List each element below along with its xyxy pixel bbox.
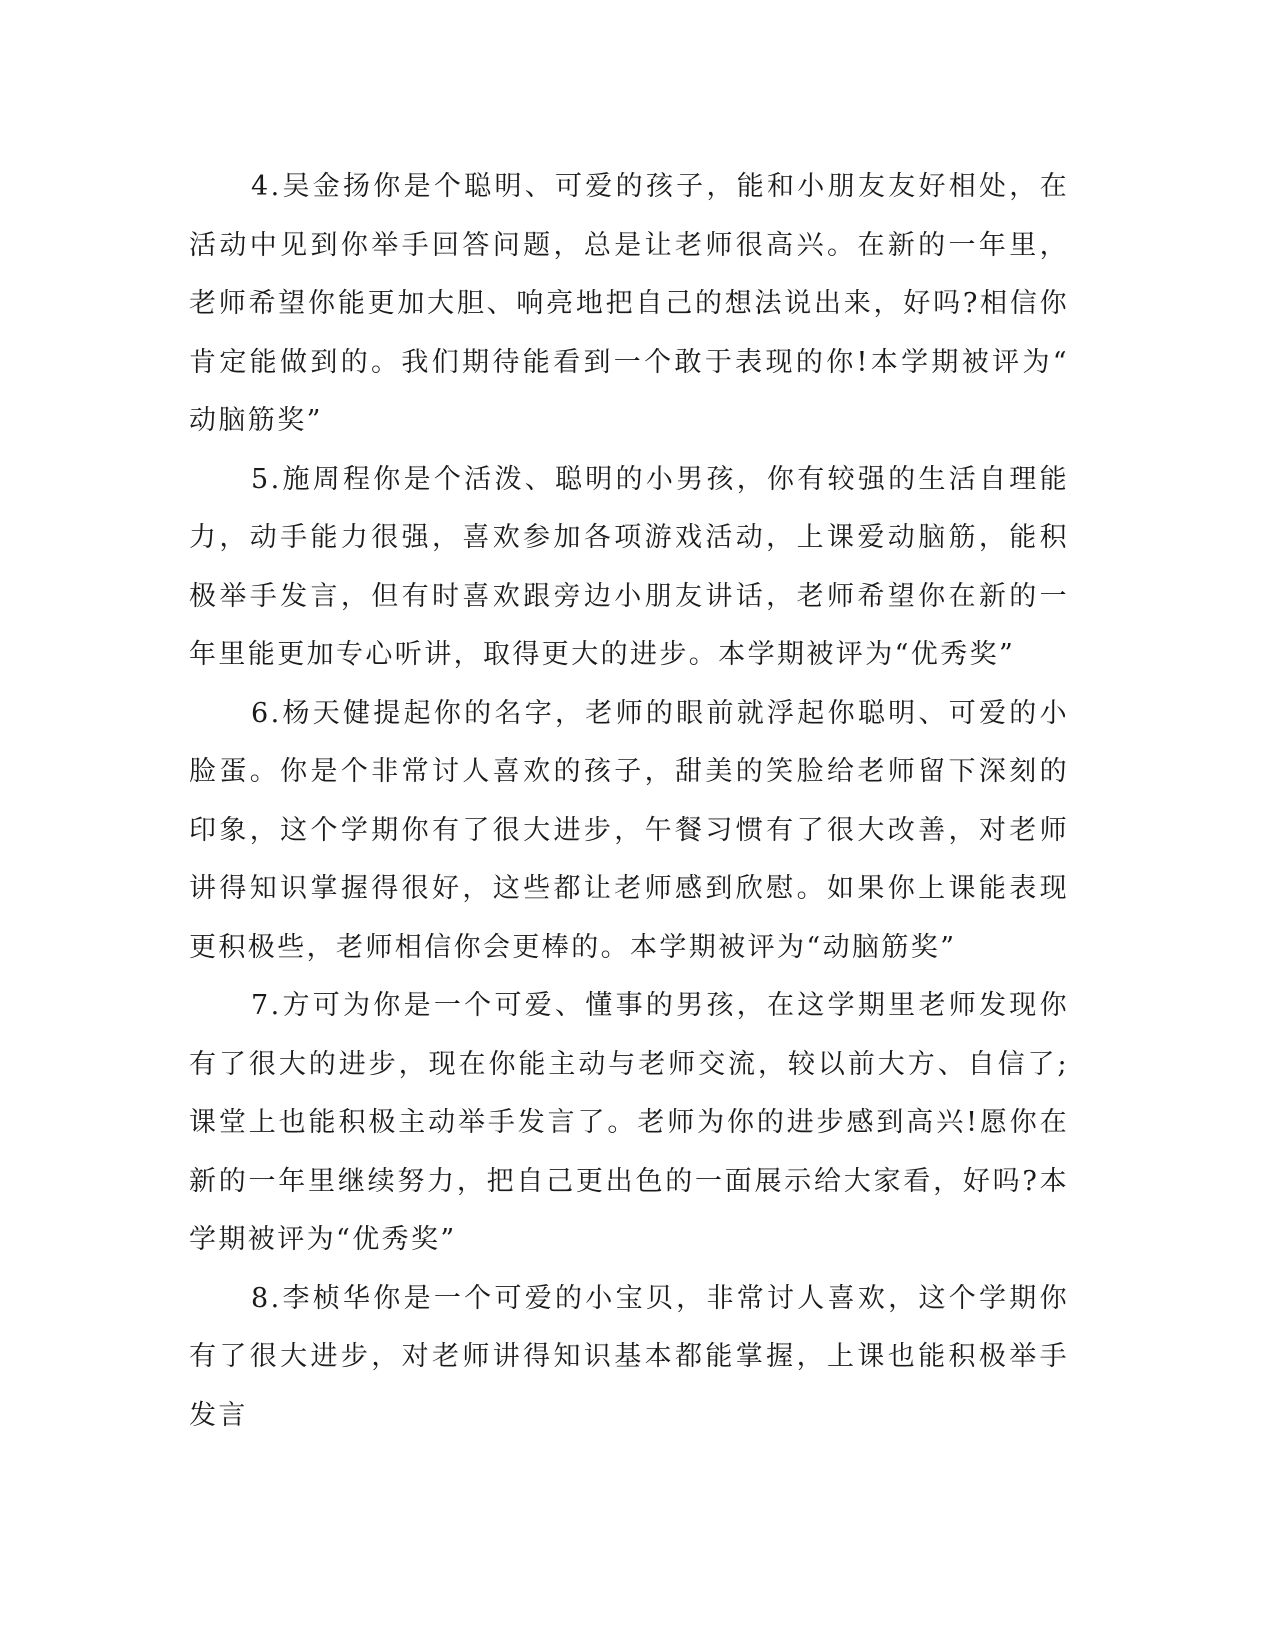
paragraph-comment-5: 5.施周程你是个活泼、聪明的小男孩，你有较强的生活自理能力，动手能力很强，喜欢参加各项游戏活动，上课爱动脑筋，能积极举手发言，但有时喜欢跟旁边小朋友讲话，老师希望你在新的一年里能更加专心听讲，取得更大的进步。本学期被评为“优秀奖” — [189, 463, 1069, 670]
paragraph-comment-7: 7.方可为你是一个可爱、懂事的男孩，在这学期里老师发现你有了很大的进步，现在你能主动与老师交流，较以前大方、自信了;课堂上也能积极主动举手发言了。老师为你的进步感到高兴!愿你在新的一年里继续努力，把自己更出色的一面展示给大家看，好吗?本学期被评为“优秀奖” — [189, 990, 1069, 1255]
document-body — [189, 158, 1069, 1445]
paragraph-comment-6: 6.杨天健提起你的名字，老师的眼前就浮起你聪明、可爱的小脸蛋。你是个非常讨人喜欢的孩子，甜美的笑脸给老师留下深刻的印象，这个学期你有了很大进步，午餐习惯有了很大改善，对老师讲得知识掌握得很好，这些都让老师感到欣慰。如果你上课能表现更积极些，老师相信你会更棒的。本学期被评为“动脑筋奖” — [189, 697, 1069, 963]
paragraph-comment-8: 8.李桢华你是一个可爱的小宝贝，非常讨人喜欢，这个学期你有了很大进步，对老师讲得知识基本都能掌握，上课也能积极举手发言 — [189, 1282, 1069, 1431]
paragraph-comment-4: 4.吴金扬你是个聪明、可爱的孩子，能和小朋友友好相处，在活动中见到你举手回答问题，总是让老师很高兴。在新的一年里，老师希望你能更加大胆、响亮地把自己的想法说出来，好吗?相信你肯定能做到的。我们期待能看到一个敢于表现的你!本学期被评为“动脑筋奖” — [189, 171, 1069, 436]
